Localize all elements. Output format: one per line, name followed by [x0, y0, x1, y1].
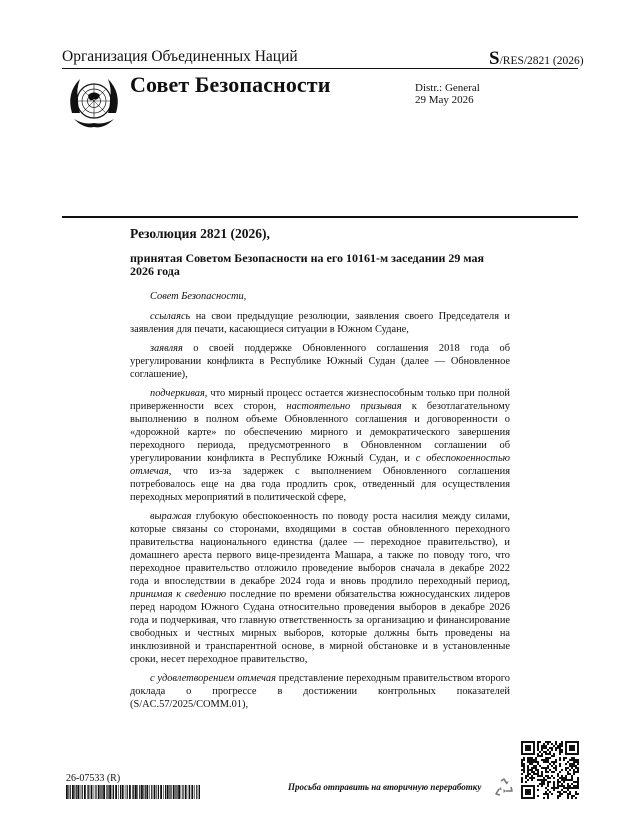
paragraph-text: , что из-за задержек с выполнением Обновленного соглашения потребовалось еще на два года продлить срок, отведенный для осуществления переходных мероприятий в политической сфере, — [130, 466, 510, 503]
document-symbol — [489, 48, 584, 70]
paragraph-1 — [130, 310, 510, 336]
resolution-subtitle: принятая Советом Безопасности на его 10161-м заседании 29 мая 2026 года — [130, 251, 485, 278]
paragraph-lead: заявляя — [150, 343, 183, 354]
recycle-icon — [492, 776, 516, 800]
paragraph-lead: ссылаясь — [150, 311, 191, 322]
paragraph-3 — [130, 387, 510, 504]
qr-code-icon — [521, 741, 579, 799]
symbol-number: /RES/2821 (2026) — [499, 55, 584, 67]
paragraph-text: , что мирный процесс остается жизнеспособным только при полной приверженности всех сторон, — [130, 388, 510, 412]
council-name: Совет Безопасности — [130, 72, 331, 97]
paragraph-lead: с удовлетворением отмечая — [150, 673, 276, 684]
distribution-info — [415, 83, 480, 106]
paragraph-text: на свои предыдущие резолюции, заявления своего Председателя и заявления для печати, касающиеся ситуации в Южном Судане, — [130, 311, 510, 335]
resolution-title: Резолюция 2821 (2026), — [130, 226, 270, 241]
paragraph-text: к безотлагательному выполнению в полном объеме Обновленного соглашения и договоренности о «дорожной карте» по обеспечению мирного и демократического завершения переходного периода, предусмотренного в Обновленном соглашении об урегулировании конфликта в Республике Южный Судан, и — [130, 401, 510, 464]
paragraph-lead: принимая к сведению — [130, 589, 227, 600]
recycle-note: Просьба отправить на вторичную переработку — [288, 782, 482, 792]
opening-text: Совет Безопасности, — [150, 291, 247, 302]
resolution-body — [130, 290, 510, 717]
un-emblem-icon — [64, 73, 124, 133]
paragraph-4 — [130, 510, 510, 666]
paragraph-lead: выражая — [150, 511, 192, 522]
paragraph-5 — [130, 672, 510, 711]
paragraph-lead: с обеспокоенностью отмечая — [130, 453, 510, 477]
section-rule — [62, 216, 578, 218]
document-code: 26-07533 (R) — [66, 773, 121, 784]
header-rule — [62, 68, 578, 69]
issue-date: 29 May 2026 — [415, 93, 474, 106]
opening-line — [130, 290, 510, 303]
symbol-letter: S — [489, 48, 500, 69]
distribution: Distr.: General — [415, 82, 480, 94]
paragraph-2 — [130, 342, 510, 381]
paragraph-lead: настоятельно призывая — [286, 401, 402, 412]
paragraph-text: последние по времени обязательства южносуданских лидеров перед народом Южного Судана относительно проведения выборов в декабре 2026 года и подчеркивая, что главную ответственность за организацию и финансирование свободных и честных мирных выборов, которые должны быть проведены на инклюзивной и транспарентной основе, в мирной обстановке и в установленные сроки, несет переходное правительство, — [130, 589, 510, 665]
paragraph-text: глубокую обеспокоенность по поводу роста насилия между силами, которые связаны со сторонами, входящими в состав обновленного переходного правительства национального единства (далее — переходное правительство), и домашнего ареста первого вице-президента Машара, а также по поводу того, что переходное правительство отложило проведение выборов сначала в декабре 2022 года и впоследствии в декабре 2024 года и вновь продлило переходный период, — [130, 511, 510, 587]
barcode-icon — [66, 785, 200, 799]
paragraph-text: о своей поддержке Обновленного соглашения 2018 года об урегулировании конфликта в Республике Южный Судан (далее — Обновленное соглашение), — [130, 343, 510, 380]
paragraph-text: представление переходным правительством второго доклада о прогрессе в достижении контрольных показателей (S/AC.57/2025/COMM.01), — [130, 673, 510, 710]
paragraph-lead: подчеркивая — [150, 388, 205, 399]
organization-name: Организация Объединенных Наций — [62, 48, 298, 65]
